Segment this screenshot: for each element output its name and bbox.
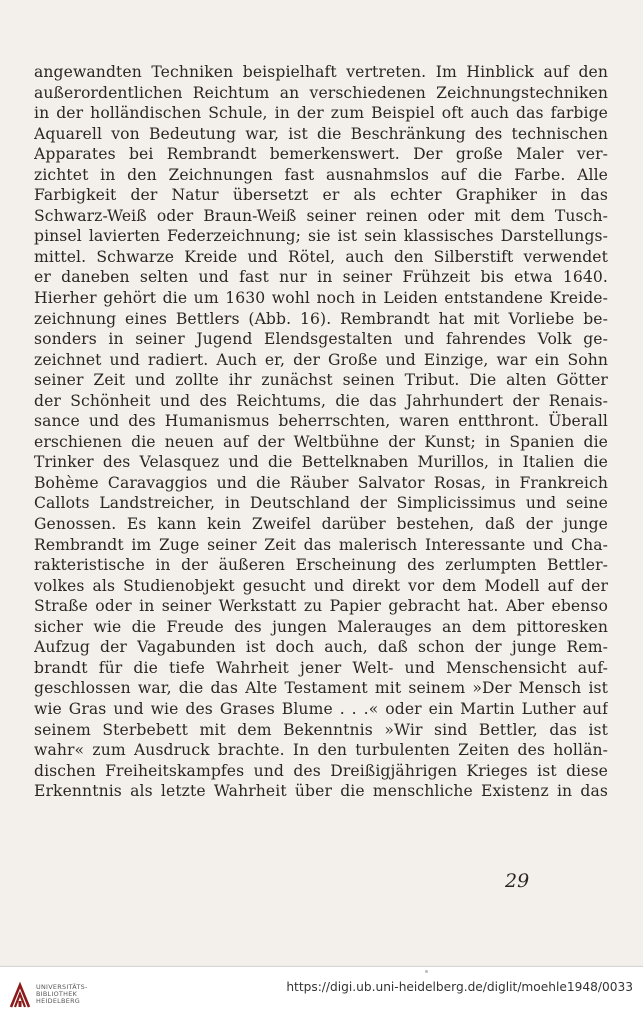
text-line: zeichnung eines Bettlers (Abb. 16). Rembrandt hat mit Vorliebe be- bbox=[34, 309, 608, 328]
text-line: seiner Zeit und zollte ihr zunächst seinen Tribut. Die alten Götter bbox=[34, 371, 608, 390]
text-line: rakteristische in der äußeren Erscheinung des zerlumpten Bettler- bbox=[34, 556, 608, 575]
text-line: sicher wie die Freude des jungen Malerauges an dem pittoresken bbox=[34, 617, 608, 636]
text-line: Erkenntnis als letzte Wahrheit über die menschliche Existenz in das bbox=[34, 782, 608, 801]
text-line: Genossen. Es kann kein Zweifel darüber bestehen, daß der junge bbox=[34, 515, 608, 534]
text-line: der Schönheit und des Reichtums, die das Jahrhundert der Renais- bbox=[34, 391, 608, 410]
text-line: Trinker des Velasquez und die Bettelknaben Murillos, in Italien die bbox=[34, 453, 608, 472]
text-line: Rembrandt im Zuge seiner Zeit das malerisch Interessante und Cha- bbox=[34, 535, 608, 554]
library-logo-icon[interactable] bbox=[8, 981, 32, 1009]
text-line: Callots Landstreicher, in Deutschland der Simplicissimus und seine bbox=[34, 494, 608, 513]
text-line: wahr« zum Ausdruck brachte. In den turbulenten Zeiten des hollän- bbox=[34, 741, 608, 760]
text-line: erschienen die neuen auf der Weltbühne der Kunst; in Spanien die bbox=[34, 432, 608, 451]
footer-bar bbox=[0, 966, 643, 1020]
text-line: volkes als Studienobjekt gesucht und direkt vor dem Modell auf der bbox=[34, 576, 608, 595]
separator-dot bbox=[425, 970, 428, 973]
text-line: brandt für die tiefe Wahrheit jener Welt- und Menschensicht auf- bbox=[34, 658, 608, 677]
text-line: Straße oder in seiner Werkstatt zu Papier gebracht hat. Aber ebenso bbox=[34, 597, 608, 616]
text-line: Hierher gehört die um 1630 wohl noch in Leiden entstandene Kreide- bbox=[34, 289, 608, 308]
text-line: sonders in seiner Jugend Elendsgestalten und fahrendes Volk ge- bbox=[34, 330, 608, 349]
body-text bbox=[34, 62, 608, 802]
text-line: geschlossen war, die das Alte Testament mit seinem »Der Mensch ist bbox=[34, 679, 608, 698]
text-line: seinem Sterbebett mit dem Bekenntnis »Wir sind Bettler, das ist bbox=[34, 720, 608, 739]
source-url-link[interactable]: https://digi.ub.uni-heidelberg.de/diglit/moehle1948/0033 bbox=[286, 980, 633, 994]
text-line: er daneben selten und fast nur in seiner Frühzeit bis etwa 1640. bbox=[34, 268, 608, 287]
library-name-line: BIBLIOTHEK bbox=[36, 990, 78, 999]
text-line: zichtet in den Zeichnungen fast ausnahmslos auf die Farbe. Alle bbox=[34, 165, 608, 184]
text-line: Schwarz-Weiß oder Braun-Weiß seiner reinen oder mit dem Tusch- bbox=[34, 206, 608, 225]
text-line: wie Gras und wie des Grases Blume . . .« oder ein Martin Luther auf bbox=[34, 699, 608, 718]
text-line: Bohème Caravaggios und die Räuber Salvator Rosas, in Frankreich bbox=[34, 473, 608, 492]
text-line: Apparates bei Rembrandt bemerkenswert. Der große Maler ver- bbox=[34, 145, 608, 164]
library-name bbox=[36, 984, 88, 1006]
text-line: angewandten Techniken beispielhaft vertreten. Im Hinblick auf den bbox=[34, 63, 608, 81]
page-number: 29 bbox=[505, 870, 530, 892]
library-name-line: HEIDELBERG bbox=[36, 997, 81, 1006]
text-line: außerordentlichen Reichtum an verschiedenen Zeichnungstechniken bbox=[34, 83, 608, 102]
text-line: Aquarell von Bedeutung war, ist die Beschränkung des technischen bbox=[34, 124, 608, 143]
text-line: dischen Freiheitskampfes und des Dreißigjährigen Krieges ist diese bbox=[34, 761, 608, 780]
text-line: Aufzug der Vagabunden ist doch auch, daß schon der junge Rem- bbox=[34, 638, 608, 657]
text-line: mittel. Schwarze Kreide und Rötel, auch den Silberstift verwendet bbox=[34, 247, 608, 266]
text-line: Farbigkeit der Natur übersetzt er als echter Graphiker in das bbox=[34, 186, 608, 205]
library-name-line: UNIVERSITÄTS- bbox=[36, 983, 88, 991]
text-line: sance und des Humanismus beherrschten, waren entthront. Überall bbox=[34, 412, 608, 431]
text-line: zeichnet und radiert. Auch er, der Große und Einzige, war ein Sohn bbox=[34, 350, 608, 369]
text-line: in der holländischen Schule, in der zum Beispiel oft auch das farbige bbox=[34, 104, 608, 123]
text-line: pinsel lavierten Federzeichnung; sie ist sein klassisches Darstellungs- bbox=[34, 227, 608, 246]
